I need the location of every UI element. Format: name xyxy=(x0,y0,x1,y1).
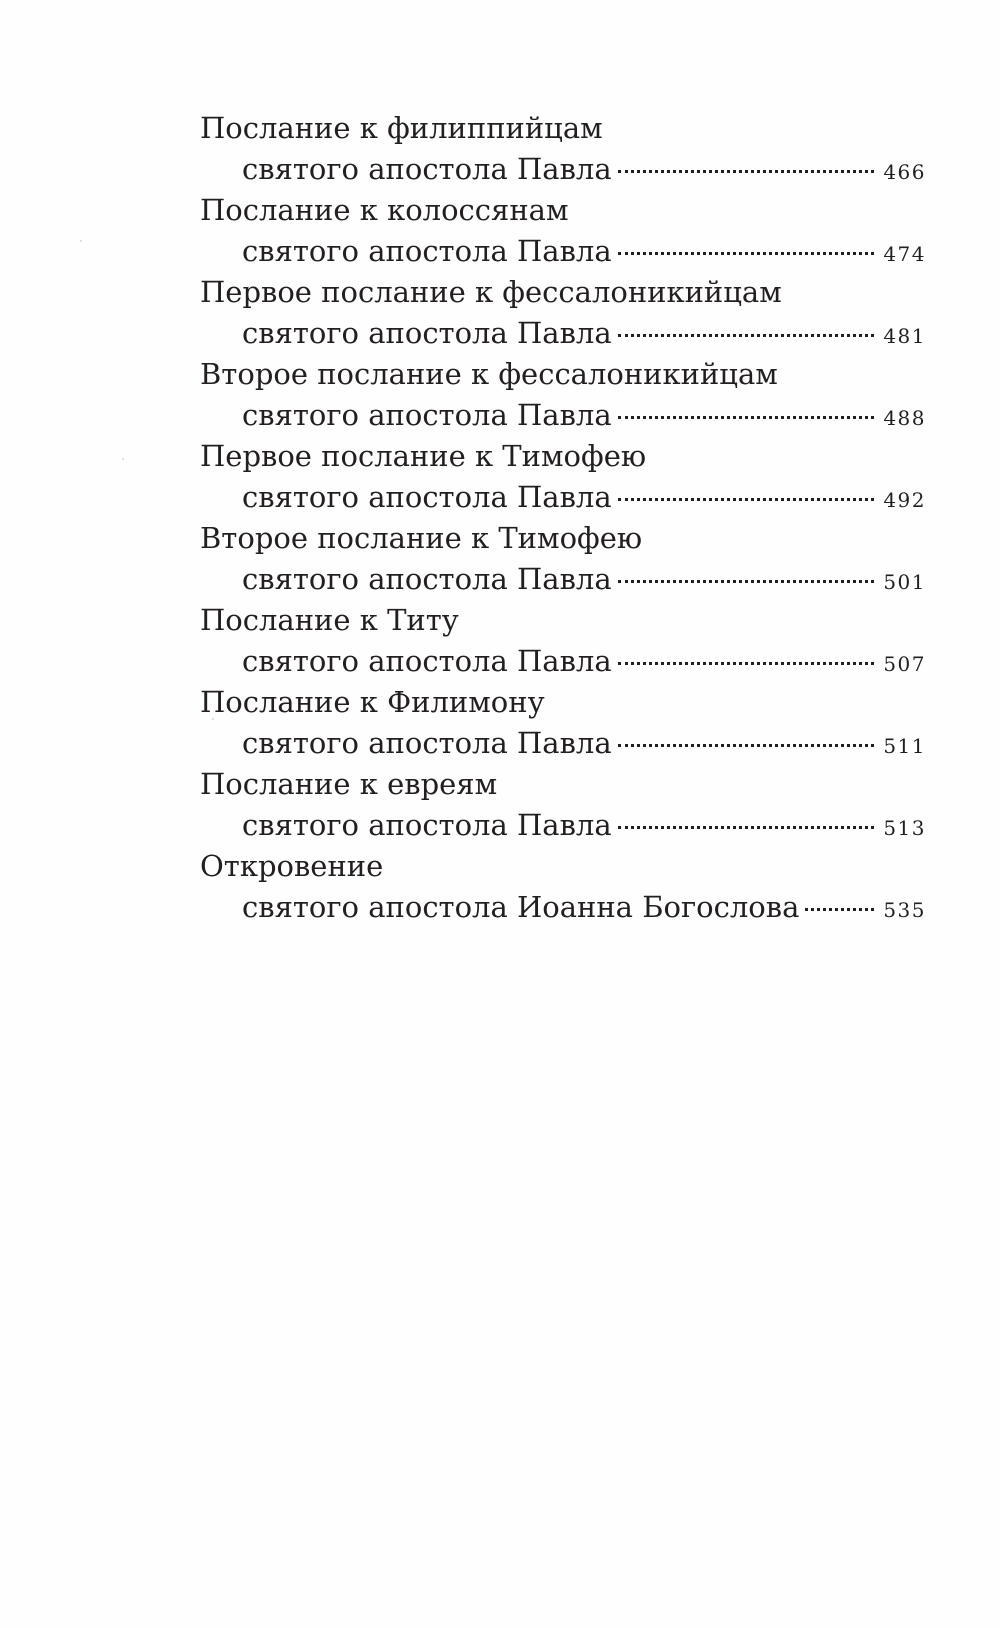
toc-entry-title: Второе послание к Тимофею xyxy=(200,521,643,555)
toc-entry-title: Послание к Филимону xyxy=(200,685,545,719)
toc-entry-page-number: 511 xyxy=(883,734,926,758)
toc-entry-title: Откровение xyxy=(200,849,384,883)
toc-entry-subtitle: святого апостола Павла xyxy=(242,808,612,842)
toc-entry-page-number: 535 xyxy=(883,898,926,922)
dot-leader xyxy=(618,498,874,501)
toc-entry[interactable] xyxy=(200,518,926,600)
toc-entry-page-number: 481 xyxy=(883,324,926,348)
paper-speck xyxy=(122,458,124,460)
toc-entry-line xyxy=(200,149,926,190)
paper-speck xyxy=(80,240,82,242)
toc-entry-page-number: 501 xyxy=(883,570,926,594)
toc-entry-line xyxy=(200,231,926,272)
toc-entry-page-number: 466 xyxy=(883,160,926,184)
toc-entry-page-number: 513 xyxy=(883,816,926,840)
toc-entry-page-number: 488 xyxy=(883,406,926,430)
toc-entry-title: Послание к филиппийцам xyxy=(200,111,603,145)
toc-entry[interactable] xyxy=(200,190,926,272)
table-of-contents xyxy=(200,108,926,928)
toc-entry-subtitle: святого апостола Иоанна Богослова xyxy=(242,890,800,924)
toc-entry[interactable] xyxy=(200,108,926,190)
toc-entry[interactable] xyxy=(200,600,926,682)
toc-entry-subtitle: святого апостола Павла xyxy=(242,562,612,596)
toc-entry-subtitle: святого апостола Павла xyxy=(242,644,612,678)
toc-entry[interactable] xyxy=(200,354,926,436)
dot-leader xyxy=(618,416,874,419)
toc-entry-line xyxy=(200,559,926,600)
toc-entry-title: Второе послание к фессалоникийцам xyxy=(200,357,778,391)
toc-entry[interactable] xyxy=(200,846,926,928)
dot-leader xyxy=(618,252,874,255)
toc-entry-line xyxy=(200,887,926,928)
toc-entry-page-number: 492 xyxy=(883,488,926,512)
toc-entry[interactable] xyxy=(200,764,926,846)
toc-entry-subtitle: святого апостола Павла xyxy=(242,152,612,186)
dot-leader xyxy=(618,662,874,665)
toc-entry-line xyxy=(200,313,926,354)
toc-entry-title: Послание к евреям xyxy=(200,767,498,801)
toc-entry-title: Послание к колоссянам xyxy=(200,193,569,227)
toc-entry[interactable] xyxy=(200,682,926,764)
toc-entry-title: Послание к Титу xyxy=(200,603,459,637)
dot-leader xyxy=(618,334,874,337)
toc-entry-line xyxy=(200,477,926,518)
dot-leader xyxy=(618,580,874,583)
toc-entry[interactable] xyxy=(200,272,926,354)
dot-leader xyxy=(618,826,874,829)
toc-entry-line xyxy=(200,395,926,436)
toc-entry-subtitle: святого апостола Павла xyxy=(242,398,612,432)
dot-leader xyxy=(805,908,874,911)
toc-entry-line xyxy=(200,641,926,682)
toc-entry[interactable] xyxy=(200,436,926,518)
dot-leader xyxy=(618,744,874,747)
dot-leader xyxy=(618,170,874,173)
toc-entry-subtitle: святого апостола Павла xyxy=(242,726,612,760)
toc-entry-title: Первое послание к фессалоникийцам xyxy=(200,275,782,309)
toc-entry-line xyxy=(200,805,926,846)
toc-entry-subtitle: святого апостола Павла xyxy=(242,316,612,350)
toc-entry-page-number: 474 xyxy=(883,242,926,266)
toc-entry-subtitle: святого апостола Павла xyxy=(242,480,612,514)
toc-entry-page-number: 507 xyxy=(883,652,926,676)
toc-entry-title: Первое послание к Тимофею xyxy=(200,439,647,473)
toc-entry-line xyxy=(200,723,926,764)
toc-entry-subtitle: святого апостола Павла xyxy=(242,234,612,268)
